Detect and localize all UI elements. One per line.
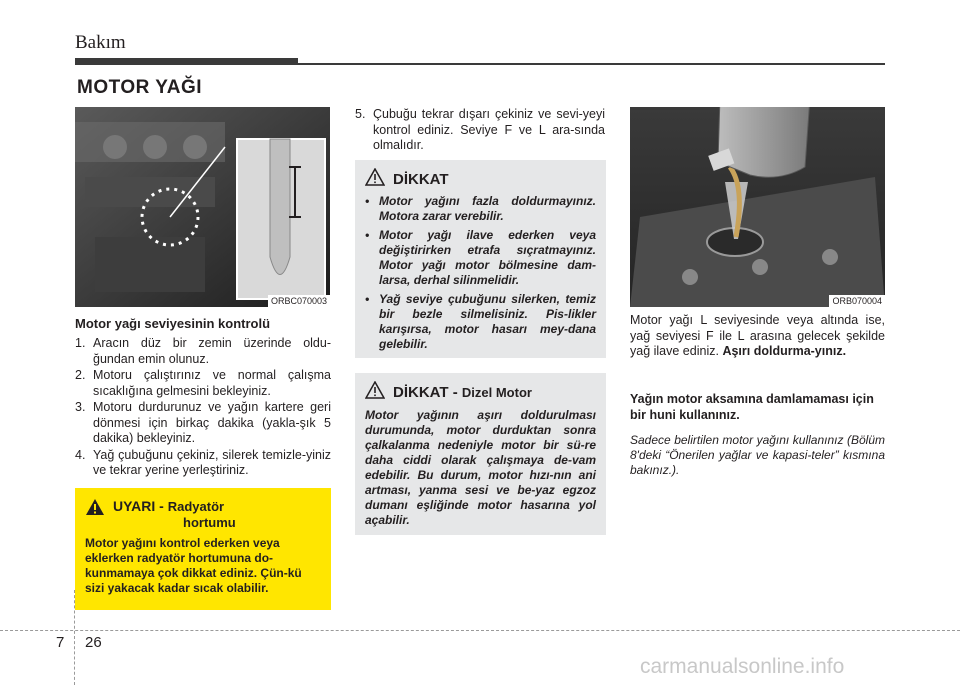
list-item: 2. Motoru çalıştırınız ve normal çalışma sıcaklığına gelmesini bekleyiniz. bbox=[75, 368, 331, 398]
engine-dipstick-photo bbox=[75, 107, 330, 307]
caution-box bbox=[355, 160, 606, 358]
image-code: ORBC070003 bbox=[268, 295, 330, 307]
caution-box-diesel bbox=[355, 373, 606, 535]
list-item: • Motor yağı ilave ederken veya değiştirirken etrafa sıçratmayınız. Motor yağı motor bölmesine dam-larsa, derhal silinmelidir. bbox=[365, 228, 596, 287]
emphasis-text: Aşırı doldurma-yınız. bbox=[722, 344, 847, 358]
caution-title-diesel: DİKKAT - Dizel Motor bbox=[365, 381, 596, 403]
page-title: MOTOR YAĞI bbox=[77, 77, 203, 98]
caution-title: DİKKAT bbox=[365, 168, 596, 190]
footer-rule bbox=[0, 630, 960, 631]
warning-title bbox=[85, 498, 321, 530]
caution-icon bbox=[365, 168, 385, 190]
caution-body-diesel: Motor yağının aşırı doldurulması durumunda, motor durduktan sonra çalkalanma nedeniyle motor bir sü-re daha ciddi olarak çalışmaya de-vam edebilir. Bu durum, motor hızı-nın ani artması, yanma sesi ve be-yaz egzoz dumanı eşliğinde motor hasarına yol açabilir. bbox=[365, 408, 596, 527]
warning-topic-2: hortumu bbox=[183, 515, 236, 530]
image-code: ORB070004 bbox=[829, 295, 885, 307]
warning-icon bbox=[85, 498, 105, 519]
section-label: Bakım bbox=[75, 32, 126, 53]
oil-fill-illustration bbox=[630, 107, 885, 307]
list-item: 3. Motoru durdurunuz ve yağın kartere geri dönmesi için birkaç dakika (yakla-şık 5 dakika) bekleyiniz. bbox=[75, 400, 331, 445]
page-number: 26 bbox=[85, 634, 102, 651]
oil-spec-note: Sadece belirtilen motor yağını kullanınız (Bölüm 8'deki “Önerilen yağlar ve kapasi-teler” kısmına bakınız.). bbox=[630, 433, 885, 477]
header-rule bbox=[298, 63, 885, 65]
header-bar bbox=[75, 58, 298, 65]
warning-body: Motor yağını kontrol ederken veya eklerken radyatör hortumuna do-kunmamaya çok dikkat ediniz. Çün-kü sizi yakacak kadar sıcak olabilir. bbox=[85, 536, 302, 595]
engine-dipstick-illustration bbox=[75, 107, 330, 307]
chapter-number: 7 bbox=[56, 634, 65, 651]
step-five bbox=[355, 107, 605, 155]
list-item: 5. Çubuğu tekrar dışarı çekiniz ve sevi-yeyi kontrol ediniz. Seviye F ve L ara-sında olmalıdır. bbox=[355, 107, 605, 152]
steps-list bbox=[75, 336, 331, 480]
warning-topic: Radyatör bbox=[167, 499, 225, 514]
warning-box bbox=[75, 488, 331, 610]
subsection-heading: Motor yağı seviyesinin kontrolü bbox=[75, 316, 271, 331]
list-item: • Motor yağını fazla doldurmayınız. Motora zarar verebilir. bbox=[365, 194, 596, 223]
oil-fill-photo bbox=[630, 107, 885, 307]
funnel-advice: Yağın motor aksamına damlamaması için bir huni kullanınız. bbox=[630, 392, 874, 422]
caution-list bbox=[365, 194, 596, 352]
footer-margin-line bbox=[74, 590, 75, 685]
list-item: 1. Aracın düz bir zemin üzerinde oldu-ğundan emin olunuz. bbox=[75, 336, 331, 366]
watermark: carmanualsonline.info bbox=[640, 655, 845, 678]
list-item: • Yağ seviye çubuğunu silerken, temiz bir bezle silmelisiniz. Pis-likler karışırsa, motor hasarı mey-dana gelebilir. bbox=[365, 292, 596, 351]
caution-icon bbox=[365, 381, 385, 403]
list-item: 4. Yağ çubuğunu çekiniz, silerek temizle-yiniz ve tekrar yerine yerleştiriniz. bbox=[75, 447, 331, 477]
right-paragraph: Motor yağı L seviyesinde veya altında ise, yağ seviyesi F ile L arasına gelecek şekilde yağ ilave ediniz. Aşırı doldurma-yınız. bbox=[630, 313, 885, 358]
warning-label: UYARI - bbox=[113, 498, 164, 514]
